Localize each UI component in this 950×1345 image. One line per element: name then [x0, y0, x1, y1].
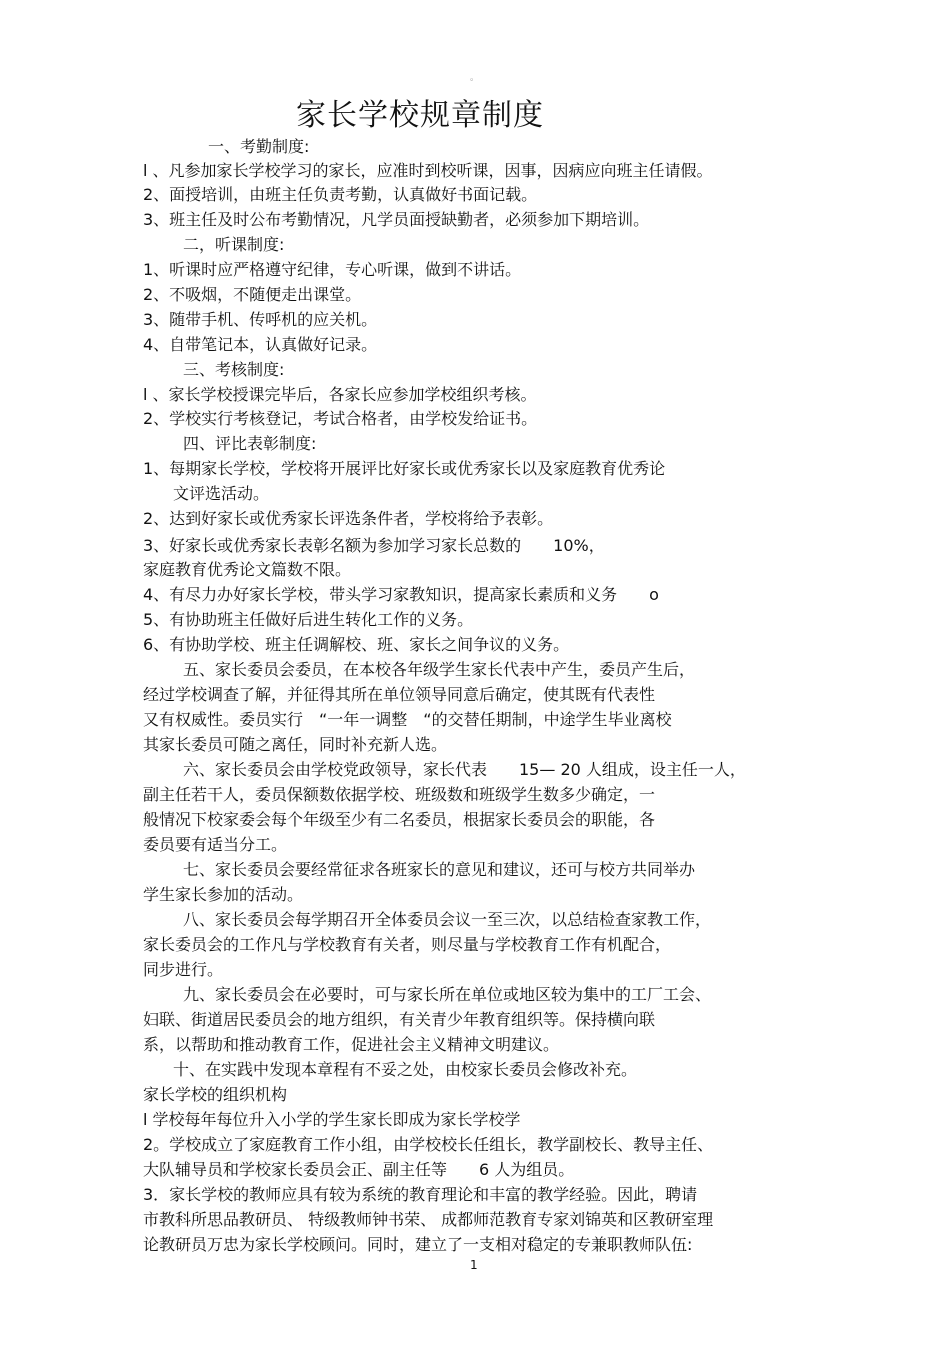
text-line: 市教科所思品教研员、 特级教师钟书荣、 成都师范教育专家刘锦英和区教研室理	[143, 1210, 714, 1229]
text-line: 系，以帮助和推动教育工作，促进社会主义精神文明建议。	[143, 1035, 560, 1054]
text-line: 2、达到好家长或优秀家长评选条件者，学校将给予表彰。	[143, 509, 554, 528]
text-line: 委员要有适当分工。	[143, 835, 288, 854]
text-line: l 、凡参加家长学校学习的家长，应准时到校听课，因事，因病应向班主任请假。	[143, 161, 713, 180]
text-line: 其家长委员可随之离任，同时补充新人选。	[143, 735, 448, 754]
text-line: 4、有尽力办好家长学校，带头学习家教知识，提高家长素质和义务 o	[143, 585, 659, 604]
section-heading-awards: 四、评比表彰制度:	[183, 434, 317, 453]
text-line: 2、不吸烟，不随便走出课堂。	[143, 285, 362, 304]
text-line: 1、每期家长学校，学校将开展评比好家长或优秀家长以及家庭教育优秀论	[143, 459, 666, 478]
text-line: 2。学校成立了家庭教育工作小组，由学校校长任组长，教学副校长、教导主任、	[143, 1135, 714, 1154]
text-line: 又有权威性。委员实行 “一年一调整 “的交替任期制，中途学生毕业离校	[143, 710, 672, 729]
section-heading-organization: 家长学校的组织机构	[143, 1085, 288, 1104]
text-line: l 、家长学校授课完毕后，各家长应参加学校组织考核。	[143, 385, 537, 404]
text-line: 大队辅导员和学校家长委员会正、副主任等 6 人为组员。	[143, 1160, 575, 1179]
text-line: 4、自带笔记本，认真做好记录。	[143, 335, 378, 354]
text-line: 2、面授培训，由班主任负责考勤，认真做好书面记载。	[143, 185, 538, 204]
page-number: 1	[470, 1258, 478, 1272]
text-line: 论教研员万忠为家长学校顾问。同时，建立了一支相对稳定的专兼职教师队伍:	[143, 1235, 693, 1254]
text-line: 学生家长参加的活动。	[143, 885, 304, 904]
document-title: 家长学校规章制度	[296, 98, 544, 133]
text-line: 3、随带手机、传呼机的应关机。	[143, 310, 378, 329]
text-line: l 学校每年每位升入小学的学生家长即成为家长学校学	[143, 1110, 521, 1129]
text-line: 般情况下校家委会每个年级至少有二名委员，根据家长委员会的职能，各	[143, 810, 656, 829]
text-line: 六、家长委员会由学校党政领导，家长代表 15— 20 人组成，设主任一人，	[183, 760, 746, 779]
text-line: 七、家长委员会要经常征求各班家长的意见和建议，还可与校方共同举办	[183, 860, 696, 879]
text-line: 家长委员会的工作凡与学校教育有关者，则尽量与学校教育工作有机配合，	[143, 935, 672, 954]
text-line: 3、好家长或优秀家长表彰名额为参加学习家长总数的 10%，	[143, 536, 605, 555]
text-line: 家庭教育优秀论文篇数不限。	[143, 560, 352, 579]
text-line: 2、学校实行考核登记，考试合格者，由学校发给证书。	[143, 409, 538, 428]
section-heading-listening: 二，听课制度:	[183, 235, 285, 254]
text-line: 1、听课时应严格遵守纪律，专心听课，做到不讲话。	[143, 260, 522, 279]
text-line: 经过学校调查了解，并征得其所在单位领导同意后确定，使其既有代表性	[143, 685, 656, 704]
section-heading-attendance: 一、考勤制度:	[208, 137, 310, 156]
text-line: 妇联、街道居民委员会的地方组织，有关青少年教育组织等。保持横向联	[143, 1010, 656, 1029]
text-line: 副主任若干人，委员保额数依据学校、班级数和班级学生数多少确定，一	[143, 785, 656, 804]
text-line: 九、家长委员会在必要时，可与家长所在单位或地区较为集中的工厂工会、	[183, 985, 712, 1004]
text-line: 3、班主任及时公布考勤情况，凡学员面授缺勤者，必须参加下期培训。	[143, 210, 650, 229]
text-line: 八、家长委员会每学期召开全体委员会议一至三次，以总结检查家教工作，	[183, 910, 712, 929]
text-line: 6、有协助学校、班主任调解校、班、家长之间争议的义务。	[143, 635, 570, 654]
header-mark: 。	[470, 73, 480, 83]
section-heading-assessment: 三、考核制度:	[183, 360, 285, 379]
text-line: 5、有协助班主任做好后进生转化工作的义务。	[143, 610, 474, 629]
text-line: 十、在实践中发现本章程有不妥之处，由校家长委员会修改补充。	[173, 1060, 638, 1079]
text-line: 文评选活动。	[173, 484, 270, 503]
text-line: 五、家长委员会委员，在本校各年级学生家长代表中产生，委员产生后，	[183, 660, 696, 679]
text-line: 同步进行。	[143, 960, 224, 979]
text-line: 3．家长学校的教师应具有较为系统的教育理论和丰富的教学经验。因此，聘请	[143, 1185, 698, 1204]
